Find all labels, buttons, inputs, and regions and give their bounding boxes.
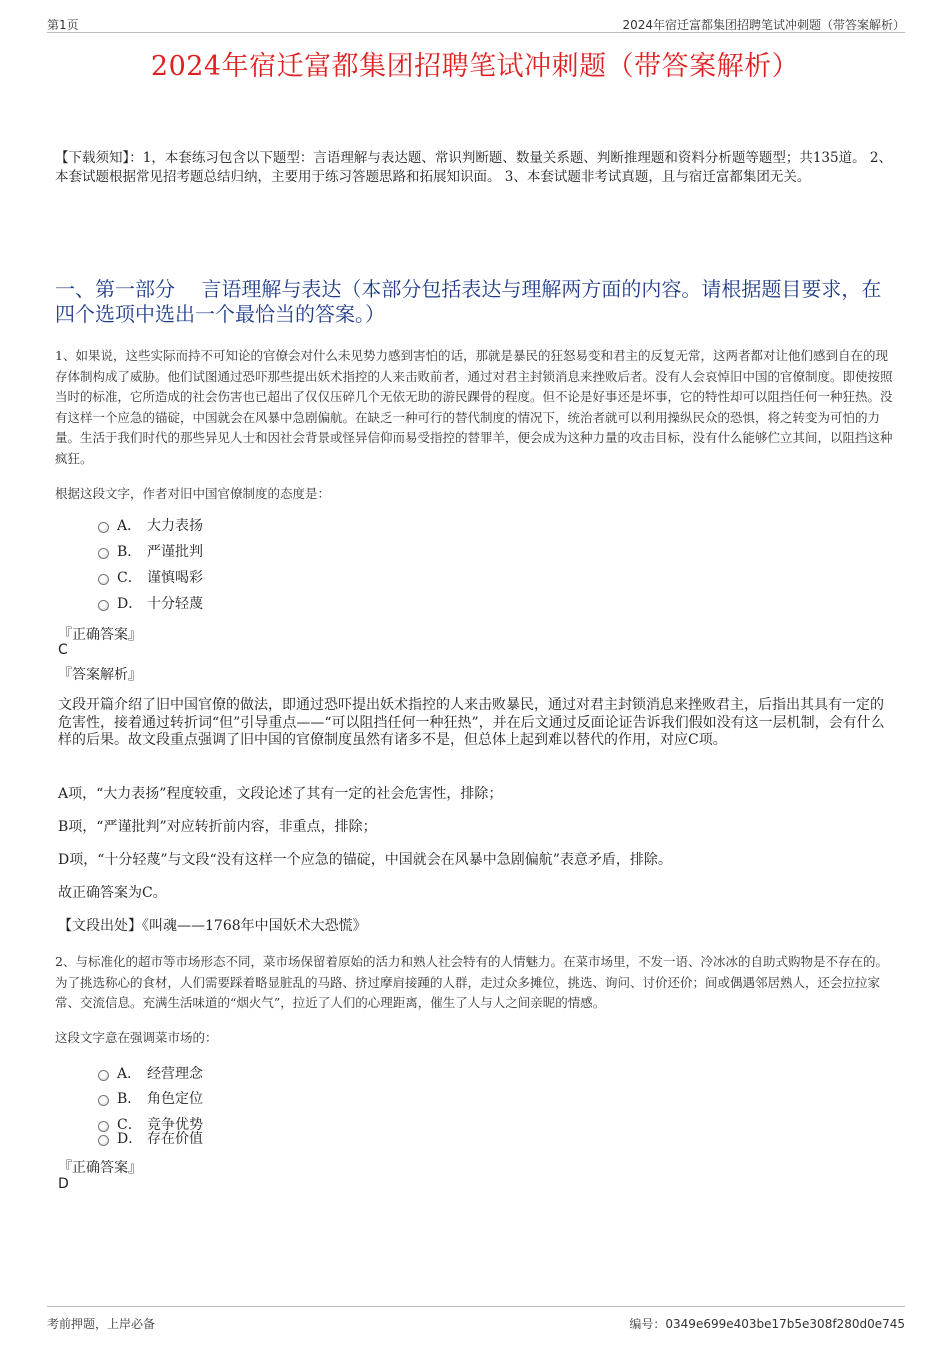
option-letter: B． [117, 544, 142, 560]
page-number: 第1页 [47, 18, 79, 32]
q1-analysis-para-3: B项，“严谨批判”对应转折前内容，非重点，排除； [58, 819, 377, 835]
radio-icon[interactable] [98, 600, 109, 611]
q1-source: 【文段出处】《叫魂——1768年中国妖术大恐慌》 [58, 918, 367, 934]
option-text: 竞争优势 [147, 1117, 203, 1133]
q2-answer-label: 『正确答案』 [58, 1160, 142, 1176]
q2-option-b[interactable] [98, 1089, 203, 1107]
option-text: 大力表扬 [147, 518, 203, 534]
question-1-prompt: 根据这段文字，作者对旧中国官僚制度的态度是： [55, 486, 331, 501]
radio-icon[interactable] [98, 1095, 109, 1106]
option-text: 严谨批判 [147, 544, 203, 560]
header-title: 2024年宿迁富都集团招聘笔试冲刺题（带答案解析） [622, 18, 905, 32]
section-title: 一、第一部分 言语理解与表达（本部分包括表达与理解两方面的内容。请根据题目要求，在四个选项中选出一个最恰当的答案。） [55, 277, 882, 326]
q2-option-a[interactable] [98, 1064, 203, 1082]
option-letter: B． [117, 1091, 142, 1107]
option-letter: A． [117, 518, 142, 534]
radio-icon[interactable] [98, 522, 109, 533]
q1-analysis-para-5: 故正确答案为C。 [58, 885, 167, 901]
option-text: 经营理念 [147, 1066, 203, 1082]
option-text: 谨慎喝彩 [147, 570, 203, 586]
q1-answer-label: 『正确答案』 [58, 627, 142, 643]
download-notice: 【下载须知】：1，本套练习包含以下题型：言语理解与表达题、常识判断题、数量关系题、判断推理题和资料分析题等题型；共135道。 2、本套试题根据常见招考题总结归纳，主要用于练习答题思路和拓展知识面。 3、本套试题非考试真题，且与宿迁富都集团无关。 [55, 150, 892, 185]
radio-icon[interactable] [98, 574, 109, 585]
radio-icon[interactable] [98, 1070, 109, 1081]
question-2-prompt: 这段文字意在强调菜市场的： [55, 1030, 218, 1045]
page-header [47, 14, 905, 33]
option-letter: D． [117, 1131, 143, 1147]
option-letter: C． [117, 1117, 142, 1133]
q1-analysis-para-2: A项，“大力表扬”程度较重，文段论述了其有一定的社会危害性，排除； [58, 786, 503, 802]
q1-analysis-para-4: D项，“十分轻蔑”与文段“没有这样一个应急的锚碇，中国就会在风暴中急剧偏航”表意矛盾，排除。 [58, 852, 672, 868]
q2-option-d[interactable] [98, 1129, 203, 1147]
q2-answer: D [58, 1176, 69, 1192]
question-1-passage: 1、如果说，这些实际而持不可知论的官僚会对什么未见势力感到害怕的话，那就是暴民的狂怒易变和君主的反复无常，这两者都对让他们感到自在的现存体制构成了威胁。他们试图通过恐吓那些提出妖术指控的人来击败前者，通过对君主封锁消息来挫败后者。没有人会哀悼旧中国的官僚制度。即使按照当时的标准，它所造成的社会伤害也已超出了仅仅压碎几个无依无助的游民踝骨的程度。但不论是好事还是坏事，它的特性却可以阻挡任何一种狂热。没有这样一个应急的锚碇，中国就会在风暴中急剧偏航。在缺乏一种可行的替代制度的情况下，统治者就可以利用操纵民众的恐惧，将之转变为可怕的力量。生活于我们时代的那些异见人士和因社会背景或怪异信仰而易受指控的替罪羊，便会成为这种力量的攻击目标，没有什么能够伫立其间，以阻挡这种疯狂。 [55, 348, 893, 466]
option-text: 存在价值 [147, 1131, 203, 1147]
option-text: 角色定位 [147, 1091, 203, 1107]
page-footer [47, 1306, 905, 1337]
q1-analysis-label: 『答案解析』 [58, 667, 142, 683]
radio-icon[interactable] [98, 1135, 109, 1146]
q1-option-c[interactable] [98, 568, 203, 586]
option-letter: C． [117, 570, 142, 586]
footer-slogan: 考前押题，上岸必备 [47, 1317, 156, 1331]
footer-code: 编号：0349e699e403be17b5e308f280d0e745 [629, 1317, 905, 1331]
q1-analysis-para-1: 文段开篇介绍了旧中国官僚的做法，即通过恐吓提出妖术指控的人来击败暴民，通过对君主封锁消息来挫败君主，后指出其具有一定的危害性，接着通过转折词“但”引导重点——“可以阻挡任何一种狂热”，并在后文通过反面论证告诉我们假如没有这一层机制，会有什么样的后果。故文段重点强调了旧中国的官僚制度虽然有诸多不是，但总体上起到难以替代的作用，对应C项。 [58, 697, 885, 748]
document-title: 2024年宿迁富都集团招聘笔试冲刺题（带答案解析） [150, 51, 800, 82]
q1-answer: C [58, 642, 68, 658]
radio-icon[interactable] [98, 548, 109, 559]
option-letter: D． [117, 596, 143, 612]
q1-option-d[interactable] [98, 594, 203, 612]
option-letter: A． [117, 1066, 142, 1082]
option-text: 十分轻蔑 [147, 596, 203, 612]
q1-option-b[interactable] [98, 542, 203, 560]
question-2-passage: 2、与标准化的超市等市场形态不同，菜市场保留着原始的活力和熟人社会特有的人情魅力。在菜市场里，不发一语、冷冰冰的自助式购物是不存在的。为了挑选称心的食材，人们需要踩着略显脏乱的马路、挤过摩肩接踵的人群，走过众多摊位，挑选、询问、讨价还价；间或偶遇邻居熟人，还会拉拉家常、交流信息。充满生活味道的“烟火气”，拉近了人们的心理距离，催生了人与人之间亲昵的情感。 [55, 954, 888, 1010]
q1-option-a[interactable] [98, 516, 203, 534]
